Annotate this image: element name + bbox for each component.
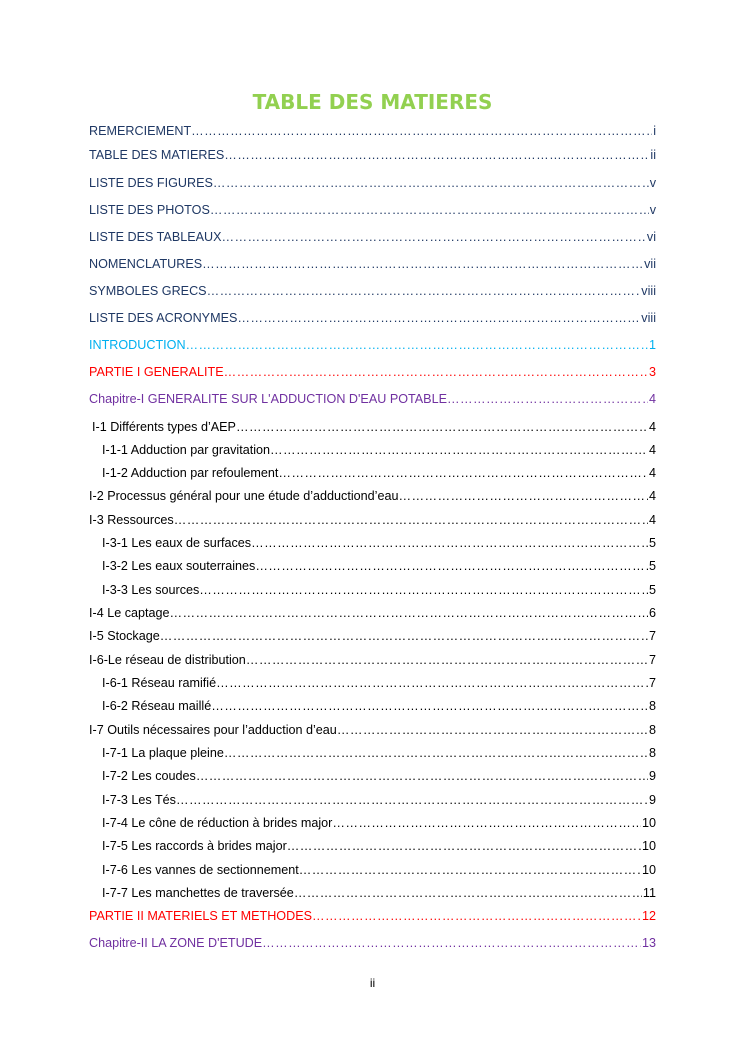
toc-entry-page: ii — [650, 148, 656, 162]
toc-entry-label: I-7-4 Le cône de réduction à brides major — [102, 816, 333, 830]
toc-entry[interactable] — [89, 816, 656, 831]
toc-leader-dots — [170, 606, 648, 621]
toc-leader-dots — [199, 583, 648, 598]
toc-leader-dots — [210, 203, 649, 218]
toc-entry[interactable] — [89, 559, 656, 574]
toc-entry-page: 9 — [648, 769, 656, 783]
toc-entry-page: 9 — [648, 793, 656, 807]
toc-leader-dots — [224, 365, 648, 380]
toc-entry[interactable] — [89, 420, 656, 435]
toc-entry[interactable] — [89, 203, 656, 218]
toc-entry[interactable] — [89, 311, 656, 326]
toc-leader-dots — [224, 746, 648, 761]
toc-entry[interactable] — [89, 284, 656, 299]
toc-entry-page: 1 — [648, 338, 656, 352]
toc-entry-label: I-7-6 Les vannes de sectionnement — [102, 863, 299, 877]
toc-entry[interactable] — [89, 746, 656, 761]
toc-entry-page: 8 — [648, 699, 656, 713]
toc-entry-page: 8 — [648, 723, 656, 737]
toc-entry-page: 11 — [642, 886, 656, 900]
toc-entry[interactable] — [89, 839, 656, 854]
toc-entry-page: 7 — [648, 629, 656, 643]
toc-entry-page: 12 — [641, 909, 656, 923]
toc-entry-page: viii — [641, 284, 656, 298]
toc-entry-page: 5 — [648, 583, 656, 597]
toc-entry[interactable] — [89, 606, 656, 621]
toc-entry[interactable] — [89, 536, 656, 551]
toc-entry[interactable] — [89, 176, 656, 191]
toc-entry-label: I-6-2 Réseau maillé — [102, 699, 212, 713]
toc-entry-label: I-4 Le captage — [89, 606, 170, 620]
toc-leader-dots — [202, 257, 643, 272]
toc-entry[interactable] — [89, 230, 656, 245]
toc-entry-label: I-3-1 Les eaux de surfaces — [102, 536, 252, 550]
toc-entry[interactable] — [89, 365, 656, 380]
toc-entry[interactable] — [89, 676, 656, 691]
toc-entry-page: 4 — [648, 443, 656, 457]
toc-leader-dots — [216, 676, 648, 691]
toc-leader-dots — [191, 124, 652, 139]
toc-entry-label: I-7-3 Les Tés — [102, 793, 176, 807]
toc-leader-dots — [312, 909, 641, 924]
toc-entry-label: REMERCIEMENT — [89, 124, 192, 138]
toc-entry[interactable] — [89, 936, 656, 951]
toc-entry[interactable] — [89, 886, 656, 901]
toc-entry-page: 4 — [648, 466, 656, 480]
toc-entry-page: vi — [646, 230, 656, 244]
toc-leader-dots — [213, 176, 649, 191]
toc-entry[interactable] — [89, 257, 656, 272]
toc-entry-page: 5 — [648, 536, 656, 550]
toc-entry-page: 4 — [648, 489, 656, 503]
toc-entry-label: I-2 Processus général pour une étude d’adductiond’eau — [89, 489, 399, 503]
footer-page-number: ii — [369, 976, 376, 990]
toc-entry[interactable] — [89, 513, 656, 528]
toc-entry-label: I-1-2 Adduction par refoulement — [102, 466, 279, 480]
toc-entry[interactable] — [89, 909, 656, 924]
toc-entry[interactable] — [89, 793, 656, 808]
toc-entry-label: Chapitre-I GENERALITE SUR L'ADDUCTION D'EAU POTABLE — [89, 392, 447, 406]
page-title: TABLE DES MATIERES — [252, 90, 493, 114]
toc-entry-label: I-7 Outils nécessaires pour l’adduction d’eau — [89, 723, 337, 737]
toc-entry-page: 10 — [641, 839, 656, 853]
toc-entry-page: 4 — [648, 392, 656, 406]
toc-entry-label: I-7-7 Les manchettes de traversée — [102, 886, 294, 900]
toc-entry-label: LISTE DES TABLEAUX — [89, 230, 222, 244]
toc-entry[interactable] — [89, 392, 656, 407]
toc-entry-label: INTRODUCTION — [89, 338, 186, 352]
toc-leader-dots — [337, 723, 648, 738]
toc-entry[interactable] — [89, 124, 656, 139]
toc-entry[interactable] — [89, 148, 656, 163]
toc-leader-dots — [196, 769, 648, 784]
toc-leader-dots — [222, 230, 646, 245]
toc-leader-dots — [237, 311, 640, 326]
toc-entry[interactable] — [89, 769, 656, 784]
toc-entry-label: I-3-3 Les sources — [102, 583, 200, 597]
toc-entry-page: v — [649, 176, 656, 190]
toc-entry-page: 7 — [648, 676, 656, 690]
toc-leader-dots — [207, 284, 641, 299]
toc-entry-page: v — [649, 203, 656, 217]
toc-entry-page: 6 — [648, 606, 656, 620]
toc-entry-page: i — [653, 124, 656, 138]
toc-entry-page: 13 — [641, 936, 656, 950]
toc-entry[interactable] — [89, 338, 656, 353]
toc-entry-label: I-7-5 Les raccords à brides major — [102, 839, 287, 853]
toc-entry-label: I-5 Stockage — [89, 629, 160, 643]
toc-entry-label: I-7-2 Les coudes — [102, 769, 196, 783]
toc-leader-dots — [299, 863, 641, 878]
toc-leader-dots — [211, 699, 648, 714]
toc-entry-page: 10 — [641, 816, 656, 830]
toc-entry-page: 5 — [648, 559, 656, 573]
toc-entry-label: LISTE DES PHOTOS — [89, 203, 210, 217]
toc-entry[interactable] — [89, 443, 656, 458]
toc-leader-dots — [287, 839, 641, 854]
toc-entry-label: PARTIE II MATERIELS ET METHODES — [89, 909, 312, 923]
toc-entry[interactable] — [89, 466, 656, 481]
toc-entry-label: I-3-2 Les eaux souterraines — [102, 559, 256, 573]
toc-entry-page: 8 — [648, 746, 656, 760]
toc-entry-label: I-1-1 Adduction par gravitation — [102, 443, 271, 457]
toc-entry[interactable] — [89, 723, 656, 738]
toc-entry[interactable] — [89, 653, 656, 668]
toc-leader-dots — [262, 936, 641, 951]
toc-leader-dots — [224, 148, 649, 163]
toc-leader-dots — [270, 443, 648, 458]
toc-leader-dots — [255, 559, 648, 574]
toc-leader-dots — [236, 420, 648, 435]
toc-leader-dots — [186, 338, 648, 353]
toc-leader-dots — [174, 513, 648, 528]
toc-leader-dots — [447, 392, 648, 407]
toc-entry-label: NOMENCLATURES — [89, 257, 203, 271]
toc-entry-label: I-3 Ressources — [89, 513, 174, 527]
toc-entry-label: TABLE DES MATIERES — [89, 148, 225, 162]
toc-entry-label: I-1 Différents types d’AEP — [92, 420, 236, 434]
toc-entry-label: SYMBOLES GRECS — [89, 284, 207, 298]
toc-entry-label: PARTIE I GENERALITE — [89, 365, 224, 379]
toc-entry-page: viii — [641, 311, 656, 325]
toc-entry-label: I-7-1 La plaque pleine — [102, 746, 224, 760]
toc-entry-page: 7 — [648, 653, 656, 667]
toc-entry-page: 3 — [648, 365, 656, 379]
toc-entry[interactable] — [89, 489, 656, 504]
toc-leader-dots — [160, 629, 648, 644]
toc-leader-dots — [398, 489, 648, 504]
toc-entry-label: LISTE DES FIGURES — [89, 176, 213, 190]
toc-entry[interactable] — [89, 583, 656, 598]
toc-entry[interactable] — [89, 699, 656, 714]
toc-leader-dots — [246, 653, 648, 668]
toc-entry-page: vii — [644, 257, 656, 271]
toc-entry[interactable] — [89, 629, 656, 644]
toc-entry-page: 10 — [641, 863, 656, 877]
toc-leader-dots — [294, 886, 642, 901]
toc-entry-page: 4 — [648, 513, 656, 527]
toc-entry-label: Chapitre-II LA ZONE D'ETUDE — [89, 936, 263, 950]
toc-leader-dots — [278, 466, 648, 481]
toc-leader-dots — [176, 793, 648, 808]
toc-leader-dots — [332, 816, 641, 831]
toc-leader-dots — [251, 536, 648, 551]
toc-entry-page: 4 — [648, 420, 656, 434]
toc-entry-label: LISTE DES ACRONYMES — [89, 311, 238, 325]
toc-entry[interactable] — [89, 863, 656, 878]
toc-entry-label: I-6-Le réseau de distribution — [89, 653, 246, 667]
toc-entry-label: I-6-1 Réseau ramifié — [102, 676, 217, 690]
